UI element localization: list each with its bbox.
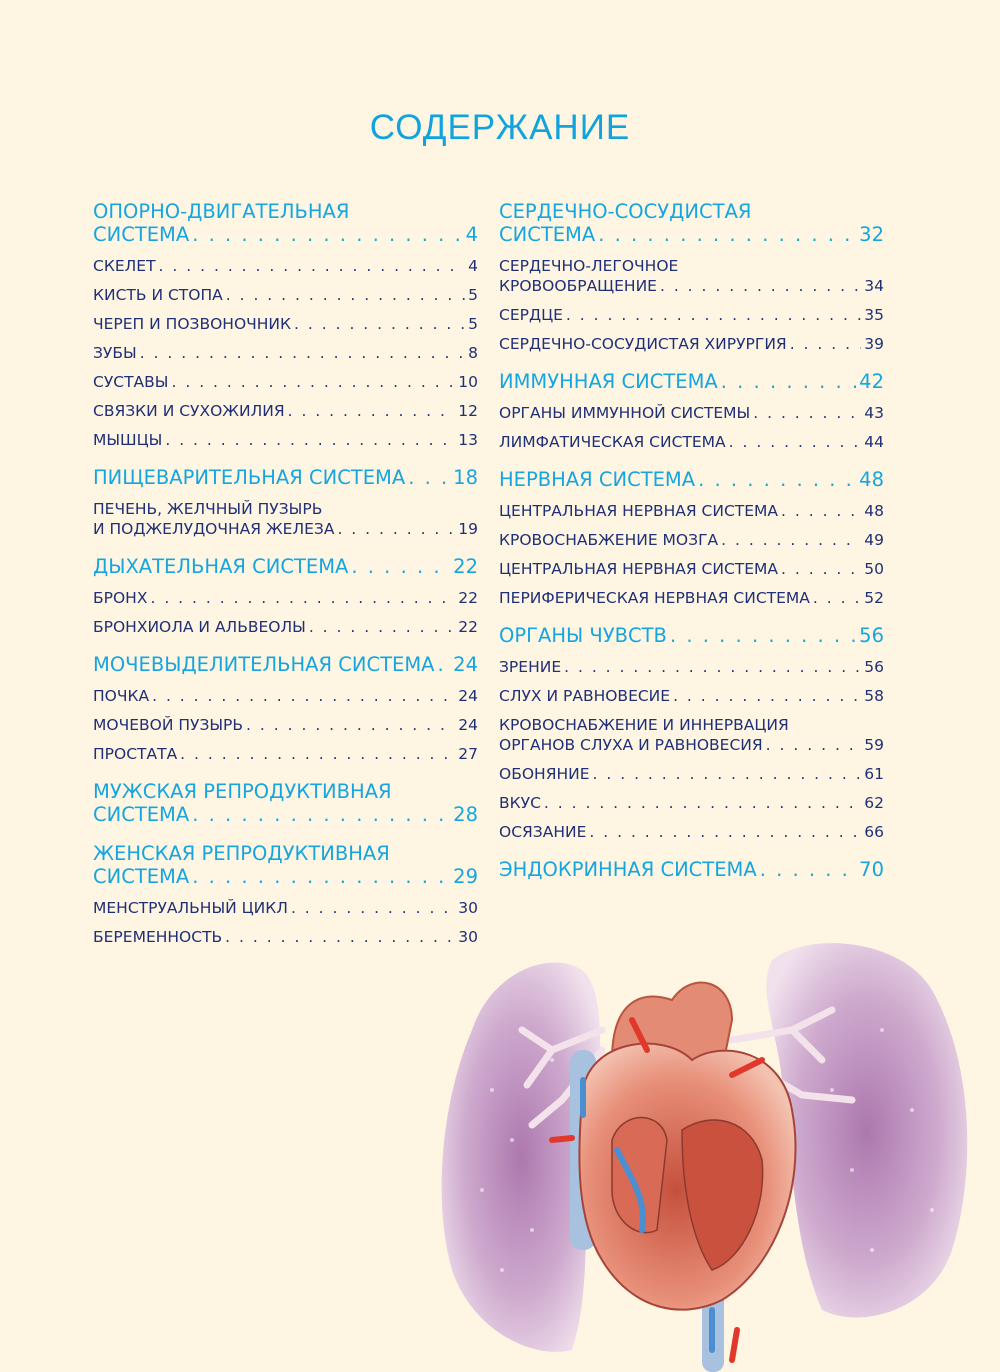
page-number: 34 <box>864 277 884 295</box>
section-heading-line1: СЕРДЕЧНО-СОСУДИСТАЯ <box>499 200 752 223</box>
toc-entry[interactable] <box>93 686 478 706</box>
toc-entry[interactable] <box>93 285 478 305</box>
toc-entry[interactable] <box>499 657 884 677</box>
page-number: 66 <box>864 823 884 841</box>
toc-entry[interactable] <box>499 588 884 608</box>
page-number: 35 <box>864 306 884 324</box>
toc-entry-label: И ПОДЖЕЛУДОЧНАЯ ЖЕЛЕЗА <box>93 520 335 538</box>
dot-leader <box>673 686 861 706</box>
page-number: 30 <box>458 928 478 946</box>
section-heading[interactable] <box>93 555 478 578</box>
toc-entry[interactable] <box>93 898 478 918</box>
section-heading[interactable] <box>499 200 884 246</box>
toc-entry-label: БРОНХ <box>93 589 148 607</box>
page-number: 5 <box>468 286 478 304</box>
toc-entry-label: КИСТЬ И СТОПА <box>93 286 223 304</box>
toc-entry[interactable] <box>499 334 884 354</box>
section-heading[interactable] <box>93 466 478 489</box>
page-number: 56 <box>859 624 884 647</box>
toc-entry[interactable] <box>93 499 478 539</box>
toc-section <box>93 200 478 450</box>
page-number: 13 <box>458 431 478 449</box>
toc-entry[interactable] <box>499 559 884 579</box>
dot-leader <box>408 466 450 489</box>
dot-leader <box>159 256 466 276</box>
dot-leader <box>294 314 465 334</box>
toc-entry-label: МЕНСТРУАЛЬНЫЙ ЦИКЛ <box>93 899 288 917</box>
toc-entry[interactable] <box>93 343 478 363</box>
toc-entry-label: ЧЕРЕП И ПОЗВОНОЧНИК <box>93 315 292 333</box>
page-number: 12 <box>458 402 478 420</box>
toc-section <box>93 653 478 764</box>
toc-entry-label: СУСТАВЫ <box>93 373 169 391</box>
page-number: 22 <box>458 618 478 636</box>
section-heading-label: НЕРВНАЯ СИСТЕМА <box>499 468 696 491</box>
section-heading[interactable] <box>93 200 478 246</box>
toc-entry[interactable] <box>93 715 478 735</box>
dot-leader <box>150 588 455 608</box>
page-number: 29 <box>453 865 478 888</box>
toc-section <box>93 555 478 637</box>
dot-leader <box>721 530 861 550</box>
toc-entry-label: ЛИМФАТИЧЕСКАЯ СИСТЕМА <box>499 433 726 451</box>
toc-section <box>499 858 884 881</box>
dot-leader <box>438 653 451 676</box>
page-number: 30 <box>458 899 478 917</box>
page-number: 24 <box>453 653 478 676</box>
section-heading-label: СИСТЕМА <box>93 865 190 888</box>
page-number: 22 <box>453 555 478 578</box>
toc-entry[interactable] <box>499 793 884 813</box>
toc-entry-label: ПОЧКА <box>93 687 150 705</box>
toc-entry-label: ОСЯЗАНИЕ <box>499 823 587 841</box>
dot-leader <box>291 898 455 918</box>
toc-entry[interactable] <box>499 715 884 755</box>
dot-leader <box>564 657 861 677</box>
page-number: 42 <box>859 370 884 393</box>
dot-leader <box>670 624 856 647</box>
section-heading[interactable] <box>499 858 884 881</box>
page-number: 24 <box>458 716 478 734</box>
dot-leader <box>790 334 862 354</box>
dot-leader <box>309 617 455 637</box>
toc-section <box>93 466 478 539</box>
page-number: 49 <box>864 531 884 549</box>
dot-leader <box>192 865 450 888</box>
toc-entry-label: ОРГАНОВ СЛУХА И РАВНОВЕСИЯ <box>499 736 763 754</box>
toc-entry[interactable] <box>93 927 478 947</box>
toc-section <box>499 624 884 842</box>
toc-entry-label: БРОНХИОЛА И АЛЬВЕОЛЫ <box>93 618 306 636</box>
dot-leader <box>660 276 861 296</box>
toc-entry-label: СКЕЛЕТ <box>93 257 156 275</box>
page-number: 24 <box>458 687 478 705</box>
toc-entry[interactable] <box>499 403 884 423</box>
dot-leader <box>140 343 465 363</box>
dot-leader <box>171 372 455 392</box>
page-number: 10 <box>458 373 478 391</box>
toc-entry-label: СЕРДЦЕ <box>499 306 563 324</box>
dot-leader <box>288 401 456 421</box>
section-heading-line1: МУЖСКАЯ РЕПРОДУКТИВНАЯ <box>93 780 392 803</box>
dot-leader <box>589 822 861 842</box>
page-number: 18 <box>453 466 478 489</box>
section-heading-line1: ОПОРНО-ДВИГАТЕЛЬНАЯ <box>93 200 350 223</box>
dot-leader <box>566 305 861 325</box>
page-number: 8 <box>468 344 478 362</box>
toc-entry[interactable] <box>93 430 478 450</box>
page-number: 48 <box>859 468 884 491</box>
page-number: 5 <box>468 315 478 333</box>
toc-entry-label: ПРОСТАТА <box>93 745 178 763</box>
page-number: 48 <box>864 502 884 520</box>
section-heading-label: ДЫХАТЕЛЬНАЯ СИСТЕМА <box>93 555 349 578</box>
section-heading-line1: ЖЕНСКАЯ РЕПРОДУКТИВНАЯ <box>93 842 390 865</box>
page-number: 43 <box>864 404 884 422</box>
page-number: 44 <box>864 433 884 451</box>
heart-lungs-illustration <box>432 910 1000 1372</box>
section-heading-label: МОЧЕВЫДЕЛИТЕЛЬНАЯ СИСТЕМА <box>93 653 435 676</box>
toc-entry[interactable] <box>93 256 478 276</box>
toc-entry[interactable] <box>93 401 478 421</box>
dot-leader <box>781 501 861 521</box>
toc-entry[interactable] <box>93 617 478 637</box>
dot-leader <box>593 764 862 784</box>
toc-entry-line1: КРОВОСНАБЖЕНИЕ И ИННЕРВАЦИЯ <box>499 716 789 734</box>
toc-entry[interactable] <box>93 372 478 392</box>
toc-entry-label: ОРГАНЫ ИММУННОЙ СИСТЕМЫ <box>499 404 751 422</box>
dot-leader <box>766 735 862 755</box>
page-number: 62 <box>864 794 884 812</box>
dot-leader <box>813 588 861 608</box>
dot-leader <box>225 927 455 947</box>
toc-entry[interactable] <box>499 530 884 550</box>
toc-section <box>93 780 478 826</box>
section-heading-label: СИСТЕМА <box>93 803 190 826</box>
section-heading[interactable] <box>499 468 884 491</box>
page-number: 19 <box>458 520 478 538</box>
toc-entry[interactable] <box>499 256 884 296</box>
toc-entry-label: ЗУБЫ <box>93 344 137 362</box>
section-heading-label: ПИЩЕВАРИТЕЛЬНАЯ СИСТЕМА <box>93 466 406 489</box>
dot-leader <box>192 223 462 246</box>
toc-entry-label: СЛУХ И РАВНОВЕСИЕ <box>499 687 671 705</box>
toc-column-right <box>499 200 884 897</box>
toc-column-left <box>93 200 478 963</box>
section-heading[interactable] <box>499 624 884 647</box>
toc-entry-label: БЕРЕМЕННОСТЬ <box>93 928 223 946</box>
toc-entry-label: СВЯЗКИ И СУХОЖИЛИЯ <box>93 402 285 420</box>
page-number: 58 <box>864 687 884 705</box>
toc-entry[interactable] <box>499 686 884 706</box>
page-number: 70 <box>859 858 884 881</box>
toc-entry[interactable] <box>93 314 478 334</box>
page-number: 32 <box>859 223 884 246</box>
toc-entry-label: ОБОНЯНИЕ <box>499 765 590 783</box>
toc-entry-line1: СЕРДЕЧНО-ЛЕГОЧНОЕ <box>499 257 679 275</box>
dot-leader <box>721 370 856 393</box>
toc-entry-label: ПЕРИФЕРИЧЕСКАЯ НЕРВНАЯ СИСТЕМА <box>499 589 810 607</box>
page-number: 56 <box>864 658 884 676</box>
page-number: 27 <box>458 745 478 763</box>
toc-entry-label: МОЧЕВОЙ ПУЗЫРЬ <box>93 716 244 734</box>
dot-leader <box>598 223 856 246</box>
toc-section <box>499 200 884 354</box>
dot-leader <box>544 793 861 813</box>
section-heading-label: ЭНДОКРИННАЯ СИСТЕМА <box>499 858 757 881</box>
dot-leader <box>180 744 455 764</box>
toc-entry[interactable] <box>499 764 884 784</box>
dot-leader <box>753 403 861 423</box>
page-number: 22 <box>458 589 478 607</box>
toc-entry-label: ЗРЕНИЕ <box>499 658 562 676</box>
toc-section <box>499 468 884 608</box>
right-lung <box>767 943 968 1317</box>
toc-entry-line1: ПЕЧЕНЬ, ЖЕЛЧНЫЙ ПУЗЫРЬ <box>93 500 323 518</box>
section-heading[interactable] <box>93 653 478 676</box>
toc-entry[interactable] <box>499 432 884 452</box>
section-heading-label: ОРГАНЫ ЧУВСТВ <box>499 624 667 647</box>
dot-leader <box>152 686 455 706</box>
dot-leader <box>165 430 455 450</box>
section-heading-label: СИСТЕМА <box>499 223 596 246</box>
dot-leader <box>698 468 856 491</box>
page-number: 4 <box>468 257 478 275</box>
dot-leader <box>729 432 862 452</box>
page-number: 52 <box>864 589 884 607</box>
toc-section <box>499 370 884 452</box>
dot-leader <box>337 519 455 539</box>
toc-entry-label: МЫШЦЫ <box>93 431 163 449</box>
toc-entry[interactable] <box>93 588 478 608</box>
section-heading-label: ИММУННАЯ СИСТЕМА <box>499 370 718 393</box>
toc-entry-label: ВКУС <box>499 794 541 812</box>
page-title: СОДЕРЖАНИЕ <box>369 108 631 147</box>
page-number: 39 <box>864 335 884 353</box>
toc-entry-label: ЦЕНТРАЛЬНАЯ НЕРВНАЯ СИСТЕМА <box>499 502 779 520</box>
section-heading[interactable] <box>499 370 884 393</box>
dot-leader <box>192 803 450 826</box>
toc-entry[interactable] <box>499 822 884 842</box>
section-heading-label: СИСТЕМА <box>93 223 190 246</box>
toc-entry[interactable] <box>499 501 884 521</box>
toc-entry-label: ЦЕНТРАЛЬНАЯ НЕРВНАЯ СИСТЕМА <box>499 560 779 578</box>
page-number: 50 <box>864 560 884 578</box>
page-number: 4 <box>465 223 478 246</box>
toc-entry-label: КРОВОСНАБЖЕНИЕ МОЗГА <box>499 531 719 549</box>
toc-entry[interactable] <box>93 744 478 764</box>
toc-entry-label: КРОВООБРАЩЕНИЕ <box>499 277 657 295</box>
toc-entry-label: СЕРДЕЧНО-СОСУДИСТАЯ ХИРУРГИЯ <box>499 335 787 353</box>
section-heading[interactable] <box>93 842 478 888</box>
page-number: 59 <box>864 736 884 754</box>
page-number: 61 <box>864 765 884 783</box>
dot-leader <box>760 858 856 881</box>
toc-entry[interactable] <box>499 305 884 325</box>
dot-leader <box>781 559 861 579</box>
section-heading[interactable] <box>93 780 478 826</box>
dot-leader <box>246 715 455 735</box>
dot-leader <box>226 285 465 305</box>
toc-section <box>93 842 478 947</box>
dot-leader <box>351 555 450 578</box>
page-number: 28 <box>453 803 478 826</box>
